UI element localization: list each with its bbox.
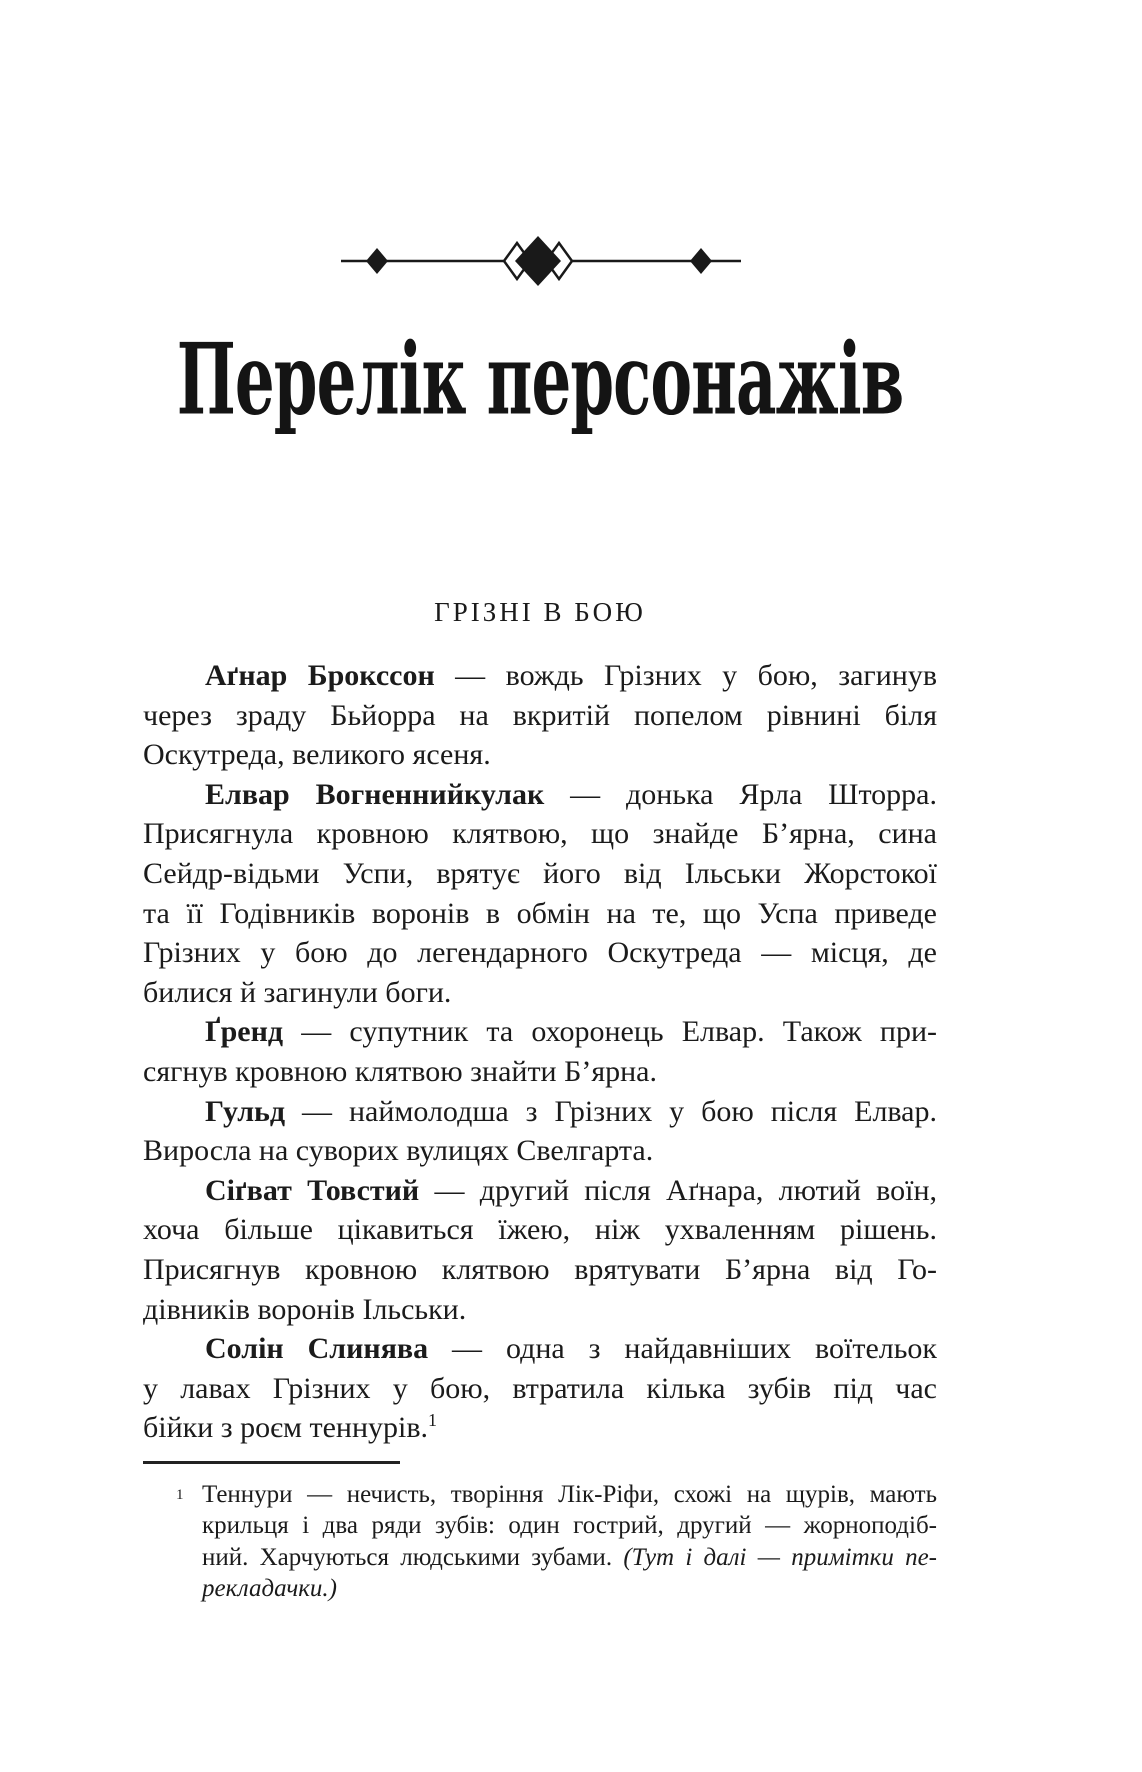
- text-line: [143, 696, 937, 736]
- line-text: — одна з найдавніших воїтельок: [428, 1332, 937, 1366]
- text-line: [143, 656, 937, 696]
- character-paragraph: [143, 656, 937, 775]
- character-name: Сіґват Товстий: [205, 1173, 420, 1207]
- line-text: Теннури — нечисть, творіння Лік-Ріфи, схожі на щурів, мають: [202, 1481, 937, 1508]
- line-text: крильця і два ряди зубів: один гострий, другий — жорноподіб-: [202, 1512, 937, 1540]
- line-text-italic: рекладачки.): [202, 1575, 338, 1603]
- line-text: бійки з роєм теннурів.: [143, 1411, 429, 1445]
- line-text: Грізних у бою до легендарного Оскутреда — місця, де: [143, 936, 937, 970]
- footnote-separator: [143, 1461, 400, 1464]
- ornament-divider: [341, 235, 741, 289]
- footnote-marker: 1: [176, 1487, 184, 1503]
- text-line: [143, 775, 937, 815]
- character-name: Елвар Вогненнийкулак: [205, 777, 545, 811]
- text-line: [202, 1510, 937, 1541]
- line-text: сягнув кровною клятвою знайти Б’ярна.: [143, 1054, 657, 1088]
- line-text: — супутник та охоронець Елвар. Також при-: [283, 1015, 937, 1049]
- text-line: [143, 854, 937, 894]
- line-text: Виросла на суворих вулицях Свелгарта.: [143, 1134, 654, 1168]
- text-line: [143, 894, 937, 934]
- line-text: билися й загинули боги.: [143, 975, 452, 1009]
- footnote-reference: 1: [428, 1410, 438, 1431]
- line-text: ний. Харчуються людськими зубами.: [202, 1543, 624, 1571]
- text-line: [202, 1573, 937, 1604]
- character-paragraph: [143, 1092, 937, 1171]
- line-text: — вождь Грізних у бою, загинув: [434, 659, 937, 692]
- body-paragraphs: [143, 656, 937, 1448]
- text-line: [143, 1329, 937, 1369]
- text-line: [143, 735, 937, 775]
- text-line: [143, 1052, 937, 1092]
- character-paragraph: [143, 1329, 937, 1448]
- footnote: [176, 1479, 937, 1605]
- text-line: [143, 1369, 937, 1409]
- line-text: через зраду Бьйорра на вкритій попелом рівнині біля: [143, 698, 937, 732]
- line-text: — другий після Аґнара, лютий воїн,: [419, 1173, 937, 1207]
- diamond-ornament-icon: [341, 235, 741, 289]
- text-line: [143, 1131, 937, 1171]
- line-text: Присягнула кровною клятвою, що знайде Б’ярна, сина: [143, 817, 937, 851]
- character-paragraph: [143, 1012, 937, 1091]
- character-name: Аґнар Брокссон: [205, 659, 435, 692]
- line-text: хоча більше цікавиться їжею, ніж ухваленням рішень.: [143, 1213, 937, 1247]
- text-line: [143, 1250, 937, 1290]
- character-paragraph: [143, 775, 937, 1013]
- line-text: Присягнув кровною клятвою врятувати Б’ярна від Го-: [143, 1252, 937, 1286]
- character-name: Гульд: [205, 1094, 286, 1128]
- text-line: [143, 1171, 937, 1211]
- character-name: Солін Слинява: [205, 1332, 429, 1366]
- text-line: [176, 1479, 937, 1510]
- text-line: [143, 1210, 937, 1250]
- text-line: [202, 1542, 937, 1573]
- text-line: [143, 1012, 937, 1052]
- text-line: [143, 973, 937, 1013]
- section-heading: ГРІЗНІ В БОЮ: [434, 597, 646, 627]
- character-paragraph: [143, 1171, 937, 1329]
- text-line: [143, 1290, 937, 1330]
- line-text: дівників воронів Ільськи.: [143, 1292, 467, 1326]
- line-text: у лавах Грізних у бою, втратила кілька зубів під час: [143, 1371, 937, 1405]
- line-text: Оскутреда, великого ясеня.: [143, 738, 491, 772]
- line-text: та її Годівників воронів в обмін на те, що Успа приведе: [143, 896, 937, 930]
- text-line: [143, 933, 937, 973]
- chapter-title: Перелік персонажів: [176, 322, 904, 438]
- character-name: Ґренд: [205, 1015, 284, 1049]
- line-text-italic: (Тут і далі — примітки пе-: [623, 1543, 937, 1571]
- line-text: — наймолодша з Грізних у бою після Елвар.: [285, 1094, 937, 1128]
- text-line: [143, 1092, 937, 1132]
- text-line: [143, 814, 937, 854]
- text-line: [143, 1408, 937, 1448]
- line-text: — донька Ярла Шторра.: [544, 777, 937, 811]
- line-text: Сейдр-відьми Успи, врятує його від Ільськи Жорстокої: [143, 856, 937, 890]
